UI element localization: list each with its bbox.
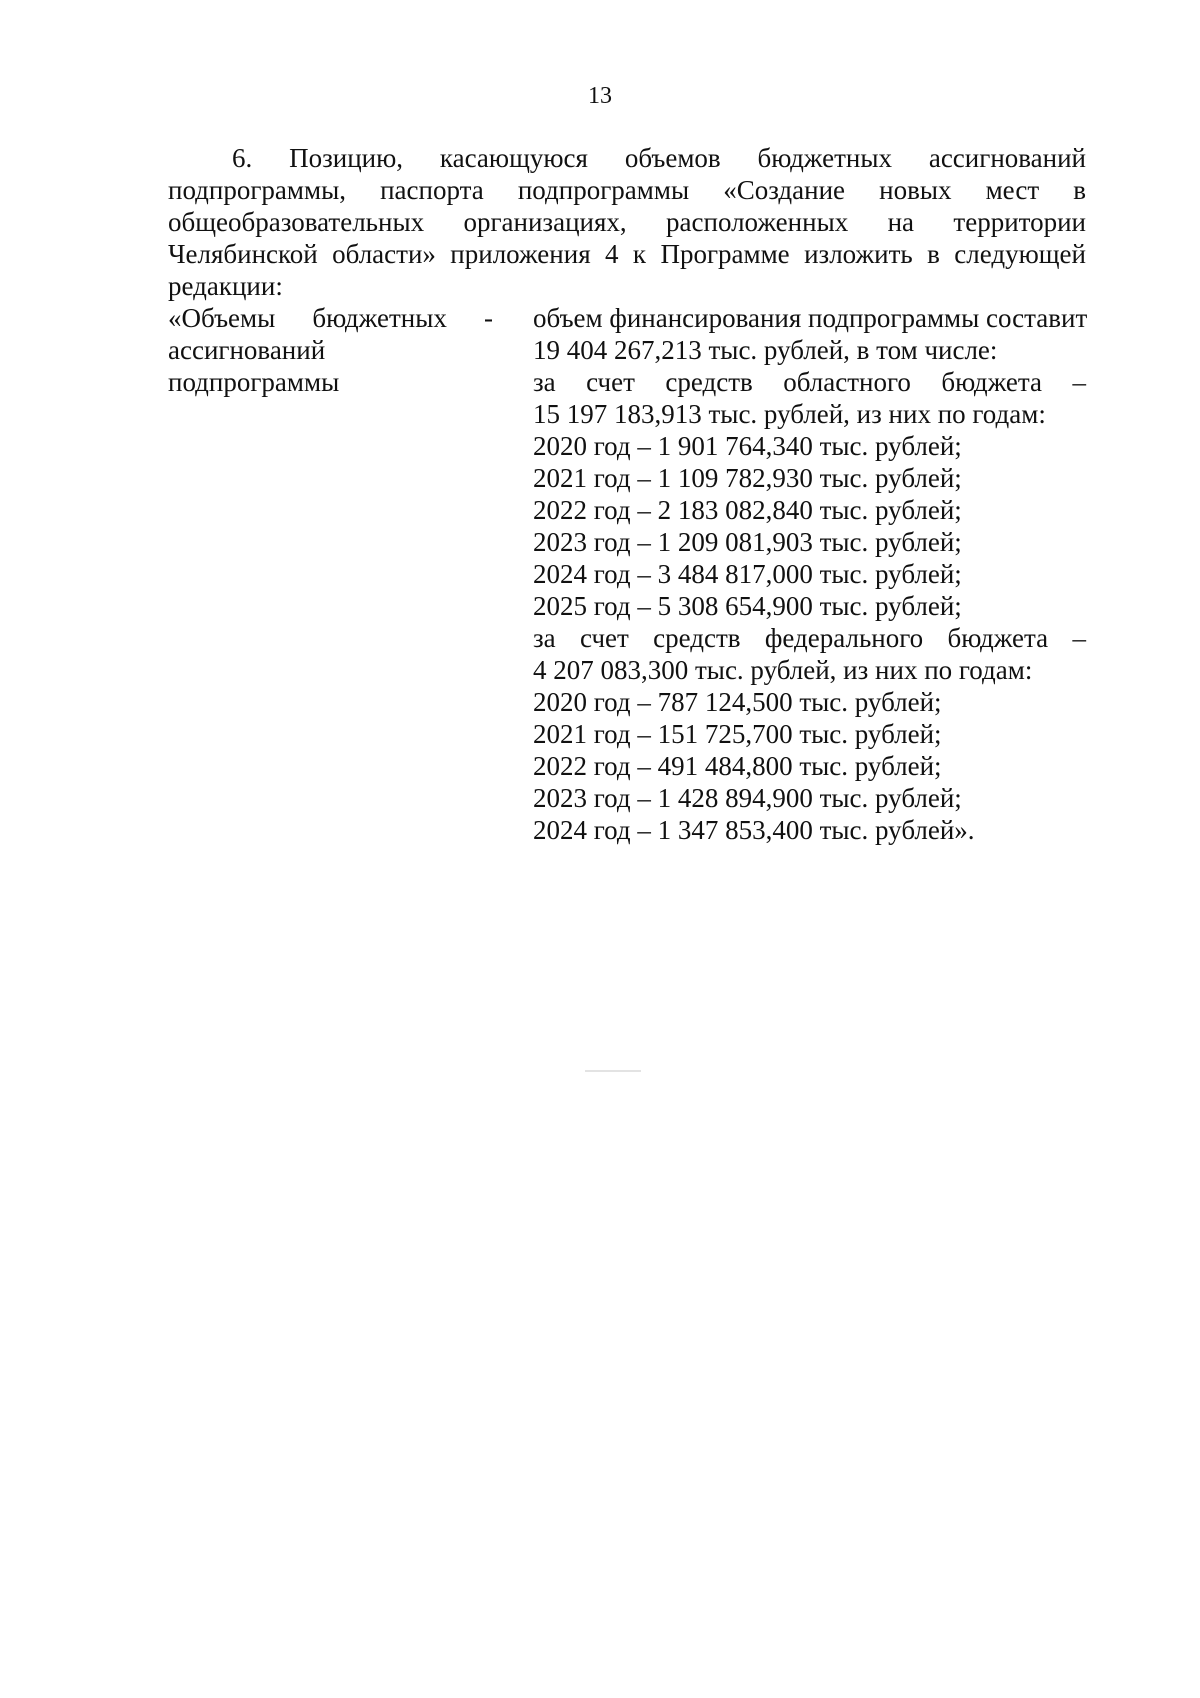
funding-year-line: 2023 год – 1 209 081,903 тыс. рублей; xyxy=(533,527,962,557)
paragraph-line: редакции: xyxy=(168,271,283,301)
funding-year-line: 2020 год – 787 124,500 тыс. рублей; xyxy=(533,687,942,717)
funding-line: за счет средств областного бюджета – xyxy=(533,367,1086,397)
paragraph-line: подпрограммы, паспорта подпрограммы «Создание новых мест в xyxy=(168,175,1086,205)
paragraph-line: Челябинской области» приложения 4 к Программе изложить в следующей xyxy=(168,239,1086,269)
page-number: 13 xyxy=(588,83,612,109)
position-name-line: ассигнований xyxy=(168,335,326,365)
position-name-line: «Объемы бюджетных - xyxy=(168,303,493,333)
funding-year-line: 2021 год – 1 109 782,930 тыс. рублей; xyxy=(533,463,962,493)
funding-year-line: 2024 год – 3 484 817,000 тыс. рублей; xyxy=(533,559,962,589)
funding-line: 19 404 267,213 тыс. рублей, в том числе: xyxy=(533,335,998,365)
amendment-paragraph xyxy=(168,142,1086,302)
funding-year-line: 2022 год – 2 183 082,840 тыс. рублей; xyxy=(533,495,962,525)
position-value-column xyxy=(533,302,1086,846)
scan-artifact xyxy=(585,1070,641,1072)
funding-line: 4 207 083,300 тыс. рублей, из них по годам: xyxy=(533,655,1033,685)
funding-line: объем финансирования подпрограммы составит xyxy=(533,303,1088,333)
paragraph-line: общеобразовательных организациях, расположенных на территории xyxy=(168,207,1086,237)
position-name-column xyxy=(168,302,493,398)
funding-year-line: 2023 год – 1 428 894,900 тыс. рублей; xyxy=(533,783,962,813)
funding-line: за счет средств федерального бюджета – xyxy=(533,623,1086,653)
paragraph-line: 6. Позицию, касающуюся объемов бюджетных ассигнований xyxy=(232,143,1086,173)
funding-year-line: 2025 год – 5 308 654,900 тыс. рублей; xyxy=(533,591,962,621)
funding-year-line: 2022 год – 491 484,800 тыс. рублей; xyxy=(533,751,942,781)
funding-year-line: 2021 год – 151 725,700 тыс. рублей; xyxy=(533,719,942,749)
position-name-line: подпрограммы xyxy=(168,367,340,397)
funding-year-line: 2024 год – 1 347 853,400 тыс. рублей». xyxy=(533,815,975,845)
funding-line: 15 197 183,913 тыс. рублей, из них по годам: xyxy=(533,399,1046,429)
funding-year-line: 2020 год – 1 901 764,340 тыс. рублей; xyxy=(533,431,962,461)
